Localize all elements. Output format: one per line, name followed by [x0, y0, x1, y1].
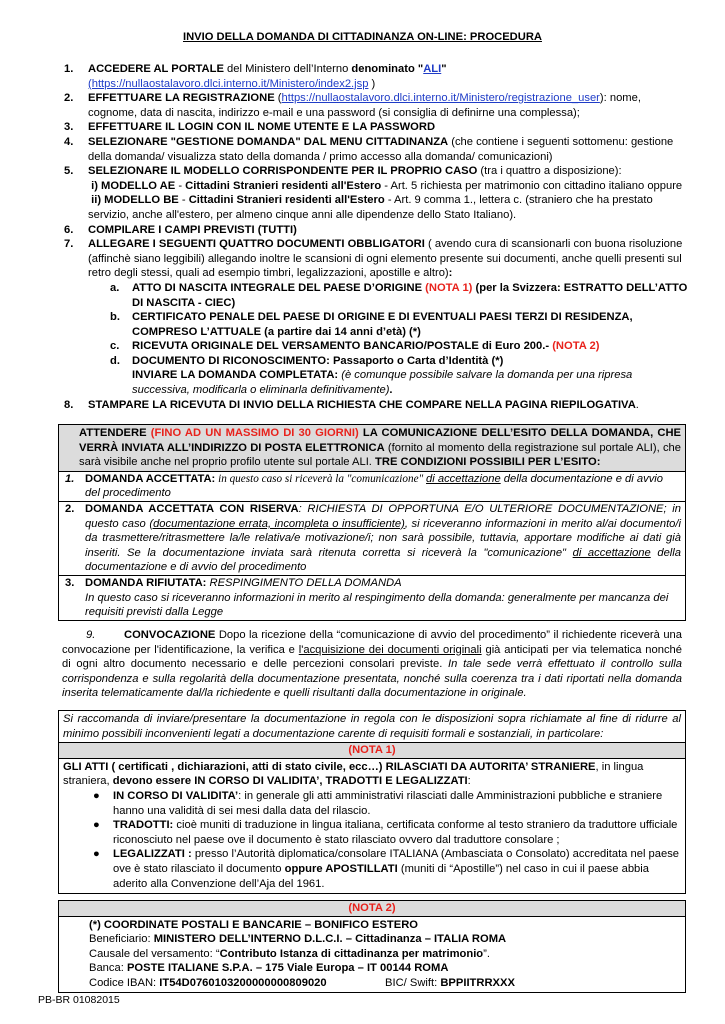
- step-text: (tra i quattro a disposizione):: [477, 165, 622, 178]
- convocation-text: In tale sede verrà effettuato il controllo sulla corrispondenza e sulla regolarità della documentazione presentata, nonché sulla coerenza tra i dati riportati nella domanda inserita telematicamente dal/la richiedente e quelli risultanti dalla documentazione in originale.: [62, 658, 682, 700]
- step-6: [64, 223, 688, 238]
- item-letter: c.: [110, 340, 120, 353]
- nota-2-body: [59, 917, 685, 992]
- outcome-text: , si riceveranno informazioni in merito al/ai documento/i da trasmettere/ritrasmettere la/le relativa/e motivazione/i; non sarà possibile, tuttavia, apportare modifiche ai dati già inseriti. Se la documentazione inviata sarà ritenuta corretta si riceverà la "comunicazione": [85, 517, 681, 559]
- step-8: [64, 398, 688, 413]
- step-text: .: [635, 398, 639, 411]
- model-ae-desc: - Art. 5 richiesta per matrimonio con cittadino italiano oppure: [381, 179, 683, 192]
- outcome-text: di accettazione: [426, 472, 501, 485]
- step-text: -: [178, 194, 189, 207]
- outcome-title: DOMANDA RIFIUTATA:: [85, 576, 207, 589]
- doc-title: DOCUMENTO DI RICONOSCIMENTO: Passaporto o Carta d’Identità (*): [132, 354, 504, 367]
- bullet-title: LEGALIZZATI :: [113, 848, 192, 861]
- step-heading: EFFETTUARE LA REGISTRAZIONE: [88, 92, 275, 105]
- outcome-text: della documentazione e di avvio del procedimento: [85, 546, 681, 574]
- field-value: MINISTERO DELL’INTERNO D.L.C.I. – Cittadinanza – ITALIA ROMA: [153, 933, 507, 946]
- step-text-bold: .: [389, 384, 393, 397]
- portal-url-link[interactable]: (https://nullaostalavoro.dlci.interno.it/Ministero/index2.jsp: [88, 77, 369, 90]
- outcome-number: 2.: [65, 502, 75, 515]
- field-label: Causale del versamento: “: [89, 947, 220, 960]
- attend-text: (fornito al momento della registrazione sul portale ALI), che sarà visibile anche nel proprio profilo utente sul portale ALI.: [79, 441, 681, 469]
- bullet-title: TRADOTTI:: [113, 819, 174, 832]
- convocation-paragraph: [62, 628, 682, 701]
- doc-title: CERTIFICATO PENALE DEL PAESE DI ORIGINE E DI EVENTUALI PAESI TERZI DI RESIDENZA, COMPRESO L’ATTUALE (a partire dai 14 anni d’età) (*): [132, 311, 633, 338]
- step-text-bold: ": [441, 63, 447, 75]
- step-heading: COMPILARE I CAMPI PREVISTI (TUTTI): [88, 223, 297, 236]
- page-title: INVIO DELLA DOMANDA DI CITTADINANZA ON-LINE: PROCEDURA: [182, 31, 542, 43]
- step-number: 9.: [86, 629, 96, 641]
- outcome-accepted: [59, 471, 685, 501]
- outcome-text: in questo caso si riceverà la "comunicazione": [215, 472, 427, 485]
- step-4: [64, 135, 688, 164]
- field-value: Contributo Istanza di cittadinanza per matrimonio: [219, 947, 484, 960]
- doc-item-a: [88, 281, 688, 310]
- bullet-icon: ●: [93, 848, 100, 861]
- convocation-text: l'acquisizione dei documenti originali: [298, 643, 482, 656]
- model-be-label: ii) MODELLO BE: [91, 194, 179, 207]
- nota-2-box: [58, 900, 686, 993]
- step-text: (: [274, 92, 282, 105]
- item-letter: a.: [110, 281, 120, 294]
- nota-text: devono essere IN CORSO DI VALIDITA’, TRADOTTI E LEGALIZZATI: [112, 775, 468, 788]
- attend-deadline: (FINO AD UN MASSIMO DI 30 GIORNI): [150, 427, 359, 439]
- field-label: BIC/ Swift:: [385, 976, 441, 989]
- nota-text: , in lingua straniera,: [63, 760, 644, 788]
- bullet-translated: [63, 818, 681, 847]
- convocation-text: Dopo la ricezione della “comunicazione di avvio del procedimento” il richiedente riceverà una convocazione per l'identificazione, la verifica e: [62, 629, 682, 656]
- submit-note: (è comunque possibile salvare la domanda per una ripresa successiva, modificarla o eliminarla definitivamente): [132, 369, 633, 397]
- step-7: [64, 237, 688, 398]
- doc-title: (per la Svizzera: ESTRATTO DELL’ATTO DI NASCITA - CIEC): [132, 281, 688, 309]
- bullet-validity: [63, 789, 681, 818]
- outcome-title: DOMANDA ACCETTATA CON RISERVA: [85, 502, 299, 515]
- field-label: Beneficiario:: [89, 933, 154, 946]
- outcome-text: della documentazione e di avvio del procedimento: [85, 472, 663, 500]
- causal-line: [89, 947, 655, 962]
- bank-line: [89, 961, 655, 976]
- step-text: (che contiene i seguenti sottomenu: gestione della domanda/ visualizza stato della domanda / primo accesso alla domanda/ comunicazioni): [88, 135, 674, 163]
- step-number: 8.: [64, 398, 74, 411]
- bullet-text: presso l’Autorità diplomatica/consolare ITALIANA (Ambasciata o Consolato) accreditata nel paese ove è stato rilasciato il documento: [113, 848, 680, 875]
- step-text: ( avendo cura di scansionarli con buona risoluzione (affinchè siano leggibili) allegando inoltre le scansioni di ogni elemento presente sui documenti, anche quelli presenti sul retro degli stessi, quali ad esempio timbri, legalizzazioni, apostille e altro): [88, 238, 683, 280]
- footer-code: PB-BR 01082015: [38, 994, 120, 1006]
- bullet-icon: ●: [93, 819, 100, 832]
- step-number: 6.: [64, 223, 74, 236]
- doc-item-d: [88, 354, 688, 398]
- step-number: 1.: [64, 63, 74, 75]
- outcome-reserve: [59, 501, 685, 575]
- nota-text: :: [467, 775, 471, 788]
- step-text-bold: denominato ": [351, 63, 424, 75]
- submit-instruction: INVIARE LA DOMANDA COMPLETATA:: [132, 369, 342, 382]
- outcome-text: di accettazione: [572, 546, 651, 559]
- ali-link[interactable]: ALI: [423, 63, 442, 75]
- field-value: POSTE ITALIANE S.P.A. – 175 Viale Europa – IT 00144 ROMA: [126, 962, 449, 975]
- registration-url-link[interactable]: https://nullaostalavoro.dlci.interno.it/Ministero/registrazione_user: [281, 92, 600, 105]
- bullet-legalized: [63, 847, 681, 891]
- iban-value: IT54D0760103200000000809020: [159, 976, 327, 989]
- beneficiary-line: [89, 932, 655, 947]
- field-label: Banca:: [89, 962, 127, 975]
- step-5: [64, 164, 688, 222]
- convocation-text: già anticipati per via telematica nonché di ogni altro documento necessario e delle percezioni consolari previste.: [62, 643, 682, 671]
- attend-header: [59, 425, 685, 471]
- step-text: ): [368, 77, 376, 90]
- bank-heading: (*) COORDINATE POSTALI E BANCARIE – BONIFICO ESTERO: [89, 918, 419, 931]
- step-number: 2.: [64, 92, 74, 105]
- step-text: -: [175, 179, 186, 192]
- step-1: [64, 62, 688, 91]
- step-number: 5.: [64, 165, 74, 178]
- step-3: [64, 120, 688, 135]
- model-ae-label: i) MODELLO AE: [91, 179, 176, 192]
- nota-1-ref: (NOTA 1): [425, 281, 473, 294]
- step-number: 4.: [64, 135, 74, 148]
- attend-text: LA COMUNICAZIONE DELL’ESITO DELLA DOMANDA, CHE VERRÀ INVIATA ALL’INDIRIZZO DI POSTA ELETTRONICA: [79, 427, 681, 454]
- swift-value: BPPIITRRXXX: [440, 976, 515, 989]
- convocation-title: CONVOCAZIONE: [124, 629, 216, 641]
- item-letter: d.: [110, 354, 120, 367]
- nota-2-heading: (NOTA 2): [59, 901, 685, 917]
- doc-title: RICEVUTA ORIGINALE DEL VERSAMENTO BANCARIO/POSTALE di Euro 200.-: [132, 340, 553, 353]
- step-heading: SELEZIONARE IL MODELLO CORRISPONDENTE PER IL PROPRIO CASO: [88, 165, 478, 178]
- step-number: 3.: [64, 121, 74, 134]
- iban-line: [89, 976, 655, 991]
- outcome-rejected: [59, 575, 685, 620]
- step-heading: EFFETTUARE IL LOGIN CON IL NOME UTENTE E LA PASSWORD: [88, 121, 436, 134]
- bullet-title: IN CORSO DI VALIDITA’: [113, 789, 239, 802]
- attend-conditions: TRE CONDIZIONI POSSIBILI PER L’ESITO:: [375, 456, 601, 469]
- bullet-text: : in generale gli atti amministrativi rilasciati dalle Amministrazioni pubbliche e straniere hanno una validità di sei mesi dalla data del rilascio.: [113, 789, 663, 817]
- outcome-number: 3.: [65, 576, 75, 589]
- outcome-text: : RICHIESTA DI OPPORTUNA E/O ULTERIORE DOCUMENTAZIONE; in questo caso: [85, 502, 681, 530]
- outcome-text: In questo caso si riceveranno informazioni in merito al respingimento della domanda: generalmente per mancanza dei requisiti previsti dalla Legge: [85, 591, 669, 619]
- nota-1-box: [58, 710, 686, 894]
- nota-2-ref: (NOTA 2): [552, 340, 600, 353]
- procedure-steps: [64, 62, 688, 412]
- model-ae-title: Cittadini Stranieri residenti all'Estero: [185, 179, 382, 192]
- outcome-text: (documentazione errata, incompleta o insufficiente): [149, 517, 405, 530]
- field-label: Codice IBAN:: [89, 976, 160, 989]
- step-heading: STAMPARE LA RICEVUTA DI INVIO DELLA RICHIESTA CHE COMPARE NELLA PAGINA RIEPILOGATIVA: [88, 398, 636, 411]
- bullet-text: oppure APOSTILLATI: [284, 862, 398, 875]
- outcome-text: RESPINGIMENTO DELLA DOMANDA: [206, 576, 402, 589]
- model-be-desc: - Art. 9 comma 1., lettera c. (straniero che ha prestato servizio, anche all'estero, per almeno cinque anni alle dipendenze dello Stato Italiano).: [88, 194, 653, 221]
- step-number: 7.: [64, 238, 74, 251]
- model-be-title: Cittadini Stranieri residenti all'Estero: [188, 194, 385, 207]
- step-heading: ACCEDERE AL PORTALE: [88, 63, 224, 75]
- step-text: ): nome, cognome, data di nascita, indirizzo e-mail e una password (si consiglia di definirne una complessa);: [88, 92, 641, 119]
- step-text: del Ministero dell’Interno: [223, 63, 352, 75]
- nota-1-heading: (NOTA 1): [59, 743, 685, 759]
- outcome-title: DOMANDA ACCETTATA:: [85, 472, 216, 485]
- bullet-icon: ●: [93, 789, 100, 802]
- item-letter: b.: [110, 311, 120, 324]
- doc-item-c: [88, 339, 688, 354]
- doc-item-b: [88, 310, 688, 339]
- recommendation-text: Si raccomanda di inviare/presentare la documentazione in regola con le disposizioni sopra richiamate al fine di ridurre al minimo possibili inconvenienti legati a documentazione carente di requisiti formali e sostanziali, in particolare:: [59, 711, 685, 743]
- field-label: ”.: [483, 947, 490, 960]
- nota-text: GLI ATTI ( certificati , dichiarazioni, atti di stato civile, ecc…) RILASCIATI DA AUTORITA’ STRANIERE: [63, 760, 596, 773]
- nota-1-body: [59, 759, 685, 893]
- bullet-text: cioè muniti di traduzione in lingua italiana, certificata conforme al testo straniero da traduttore ufficiale riconosciuto nel paese ove il documento è stato rilasciato ovvero dal traduttore consolare ;: [113, 819, 678, 846]
- step-text-bold: :: [448, 267, 453, 280]
- attend-text: ATTENDERE: [79, 427, 151, 439]
- bullet-text: (muniti di “Apostille”) nel caso in cui il paese abbia aderito alla Convenzione dell’Aja del 1961.: [113, 862, 649, 890]
- doc-title: ATTO DI NASCITA INTEGRALE DEL PAESE D’ORIGINE: [132, 281, 426, 294]
- step-2: [64, 91, 688, 120]
- outcome-number: 1.: [65, 472, 75, 485]
- step-heading: SELEZIONARE "GESTIONE DOMANDA" DAL MENU CITTADINANZA: [88, 135, 449, 148]
- step-heading: ALLEGARE I SEGUENTI QUATTRO DOCUMENTI OBBLIGATORI: [88, 238, 425, 251]
- outcome-box: [58, 424, 686, 621]
